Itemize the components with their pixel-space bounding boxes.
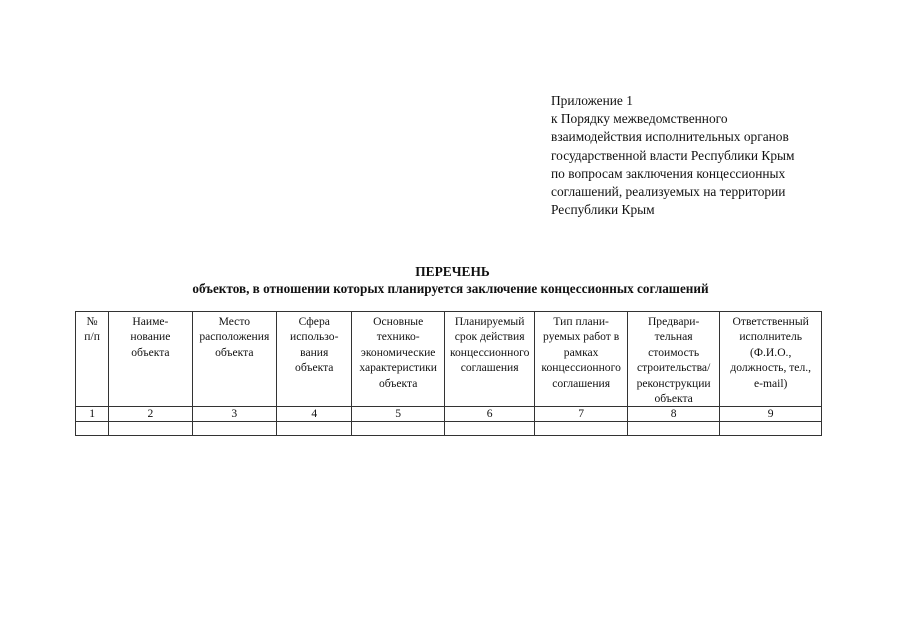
column-header-line: e-mail) bbox=[753, 376, 788, 390]
appendix-line: взаимодействия исполнительных органов bbox=[551, 129, 789, 145]
column-header-line: объекта bbox=[131, 345, 170, 359]
column-header-line: Тип плани- bbox=[553, 315, 609, 328]
column-number-cell: 1 bbox=[76, 407, 109, 422]
appendix-line: по вопросам заключения концессионных bbox=[551, 165, 786, 181]
column-header-line: тельная bbox=[654, 330, 693, 344]
appendix-line: к Порядку межведомственного bbox=[551, 111, 728, 127]
column-header-line: реконструкции bbox=[636, 376, 711, 390]
appendix-line: соглашений, реализуемых на территории bbox=[551, 184, 786, 200]
column-header bbox=[535, 312, 627, 407]
document-heading bbox=[0, 263, 905, 297]
column-header-line: № bbox=[86, 315, 98, 328]
column-header bbox=[444, 312, 534, 407]
appendix-line: Республики Крым bbox=[551, 202, 655, 218]
column-number-row bbox=[76, 407, 822, 422]
column-header-line: использо- bbox=[290, 330, 339, 344]
table-cell bbox=[192, 422, 276, 436]
column-header bbox=[109, 312, 192, 407]
column-header-line: соглашения bbox=[460, 361, 519, 375]
column-number-cell: 8 bbox=[627, 407, 719, 422]
column-header-line: Место bbox=[218, 315, 251, 328]
column-header-line: объекта bbox=[215, 345, 254, 359]
column-header-line: экономические bbox=[360, 345, 436, 359]
table-cell bbox=[352, 422, 444, 436]
table-cell bbox=[109, 422, 192, 436]
table-cell bbox=[277, 422, 352, 436]
column-header-line: соглашения bbox=[552, 376, 611, 390]
column-header-line: расположения bbox=[199, 330, 270, 344]
table-row bbox=[76, 422, 822, 436]
column-header bbox=[277, 312, 352, 407]
table-cell bbox=[444, 422, 534, 436]
column-header bbox=[76, 312, 109, 407]
column-number-cell: 2 bbox=[109, 407, 192, 422]
column-header-line: Наиме- bbox=[132, 315, 169, 328]
column-header bbox=[352, 312, 444, 407]
table-cell bbox=[627, 422, 719, 436]
column-number-cell: 4 bbox=[277, 407, 352, 422]
table-cell bbox=[76, 422, 109, 436]
column-header-line: Ответственный bbox=[732, 315, 809, 328]
appendix-line: Приложение 1 bbox=[551, 93, 633, 108]
document-title: ПЕРЕЧЕНЬ bbox=[415, 264, 490, 279]
column-header-line: Сфера bbox=[298, 315, 330, 328]
column-header-line: Предвари- bbox=[647, 315, 700, 328]
column-number-cell: 3 bbox=[192, 407, 276, 422]
column-header-line: (Ф.И.О., bbox=[750, 345, 792, 359]
document-subtitle: объектов, в отношении которых планируется заключение концессионных соглашений bbox=[192, 281, 709, 296]
column-header-line: Планируемый bbox=[454, 315, 525, 328]
column-header-line: концессионного bbox=[541, 361, 621, 375]
column-header-line: стоимость bbox=[648, 345, 700, 359]
column-header-line: объекта bbox=[654, 392, 693, 406]
table-cell bbox=[720, 422, 822, 436]
column-header bbox=[720, 312, 822, 407]
column-header-line: характеристики bbox=[359, 361, 438, 375]
column-number-cell: 5 bbox=[352, 407, 444, 422]
objects-table bbox=[75, 311, 822, 436]
column-header-line: концессионного bbox=[449, 345, 530, 359]
table-header-row bbox=[76, 312, 822, 407]
column-header-line: п/п bbox=[84, 330, 100, 344]
table-cell bbox=[535, 422, 627, 436]
column-header-line: срок действия bbox=[454, 330, 525, 344]
appendix-line: государственной власти Республики Крым bbox=[551, 147, 795, 163]
column-header-line: объекта bbox=[378, 376, 418, 390]
column-header-line: исполнитель bbox=[739, 330, 803, 344]
column-number-cell: 9 bbox=[720, 407, 822, 422]
column-header bbox=[627, 312, 719, 407]
column-header bbox=[192, 312, 276, 407]
column-header-line: Основные bbox=[373, 315, 424, 328]
column-header-line: технико- bbox=[376, 330, 420, 344]
column-header-line: вания bbox=[300, 345, 329, 359]
column-header-line: должность, тел., bbox=[730, 361, 812, 375]
column-number-cell: 6 bbox=[444, 407, 534, 422]
column-header-line: нование bbox=[130, 330, 171, 344]
column-header-line: объекта bbox=[295, 361, 334, 375]
column-header-line: руемых работ в bbox=[543, 330, 620, 344]
appendix-block bbox=[551, 92, 871, 219]
column-number-cell: 7 bbox=[535, 407, 627, 422]
column-header-line: строительства/ bbox=[636, 361, 711, 375]
column-header-line: рамках bbox=[563, 345, 599, 359]
